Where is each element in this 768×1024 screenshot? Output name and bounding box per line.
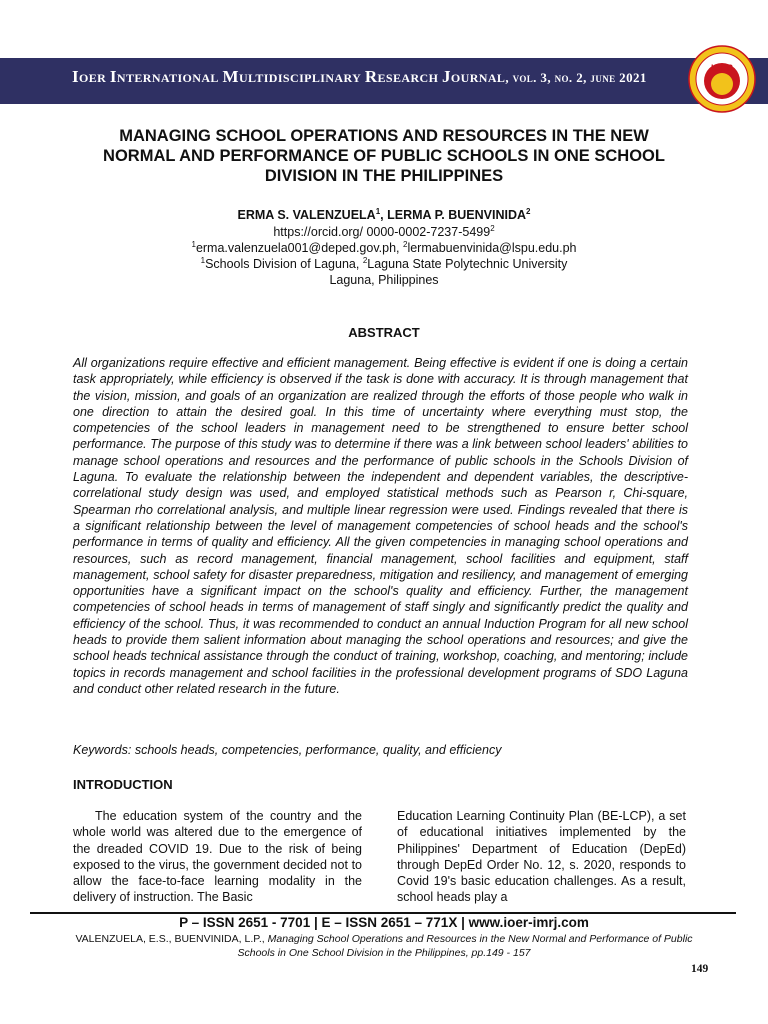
abstract-heading: ABSTRACT [348,325,420,340]
abstract-body: All organizations require effective and efficient management. Being effective is evident if one is doing a certain task appropriately, while efficiency is observed if the task is done with accuracy. It is through management that the vision, mission, and goals of an organization are realized through the efforts of those people who walk in one direction to attain the desired goal. In this time of uncertainty where everything must stop, the competencies of the school leaders in management need to be strengthened to ensure better school performance. The purpose of this study was to determine if there was a link between school leaders' abilities to manage school operations and resources and the performance of public schools in the Schools Division of Laguna. To evaluate the relationship between the independent and dependent variables, the descriptive-correlational study design was used, and employed statistical methods such as Pearson r, Chi-square, Spearman rho correlational analysis, and multiple linear regression were used. Findings revealed that there is a significant relationship between the level of management competencies of school heads and the school's performance in terms of quality and efficiency. All the given competencies in managing school operations and resources, such as record management, financial management, school facilities and equipment, staff management, school safety for disaster preparedness, mitigation and resiliency, and management of emerging opportunities have a significant impact on the school's quality and efficiency. Further, the management competencies of school heads in terms of management of staff singly and significantly predict the quality and efficiency of the school. Thus, it was recommended to conduct an annual Induction Program for all new school heads to provide them salient information about managing the school operations and resources; and give the school heads technical assistance through the conduct of training, workshop, coaching, and mentoring; include topics in records management and school facilities in the professional development programs of SDO Laguna and conduct other related research in the future. [73,356,688,696]
page-number: 149 [691,963,709,975]
citation: VALENZUELA, E.S., BUENVINIDA, L.P., Managing School Operations and Resources in the New Normal and Performance of Public Schools in One School Division in the Philippines, pp.149 - 157 [75,933,693,959]
author-line: ERMA S. VALENZUELA$^1$, LERMA P. BUENVINIDA$^2$ [237,206,531,222]
introduction-heading: INTRODUCTION [73,777,173,792]
footer-divider [30,912,736,914]
author-emails: $^1$erma.valenzuela001@deped.gov.ph, $^2$lermabuenvinida@lspu.edu.ph [191,239,577,255]
intro-right-column: Education Learning Continuity Plan (BE-LCP), a set of educational initiatives implemented by the Philippines' Department of Education (DepEd) through DepEd Order No. 12, s. 2020, responds to Covid 19's basic education challenges. As a result, school heads play a [397,809,686,904]
intro-left-column: The education system of the country and the whole world was altered due to the emergence of the dreaded COVID 19. Due to the risk of being exposed to the virus, the government decided not to allow the face-to-face learning modality in the delivery of instruction. The Basic [73,809,362,904]
orcid-link[interactable]: https://orcid.org/ 0000-0002-7237-5499$^2$ [273,223,495,239]
ioer-logo [687,44,757,114]
journal-title: Ioer International Multidisciplinary Research Journal, vol. 3, no. 2, june 2021 [72,67,647,86]
issn-line: P – ISSN 2651 - 7701 | E – ISSN 2651 – 771X | www.ioer-imrj.com [179,915,589,930]
paper-title: MANAGING SCHOOL OPERATIONS AND RESOURCES IN THE NEW NORMAL AND PERFORMANCE OF PUBLIC SCHOOLS IN ONE SCHOOL DIVISION IN THE PHILIPPINES [103,127,665,185]
location: Laguna, Philippines [329,273,439,287]
journal-banner [0,58,768,104]
keywords: Keywords: schools heads, competencies, performance, quality, and efficiency [73,743,502,757]
affiliations: $^1$Schools Division of Laguna, $^2$Laguna State Polytechnic University [200,255,568,271]
email-2[interactable]: lermabuenvinida@lspu.edu.ph [407,241,577,255]
logo-text: IOER [710,63,734,73]
email-1[interactable]: erma.valenzuela001@deped.gov.ph, [195,241,400,255]
